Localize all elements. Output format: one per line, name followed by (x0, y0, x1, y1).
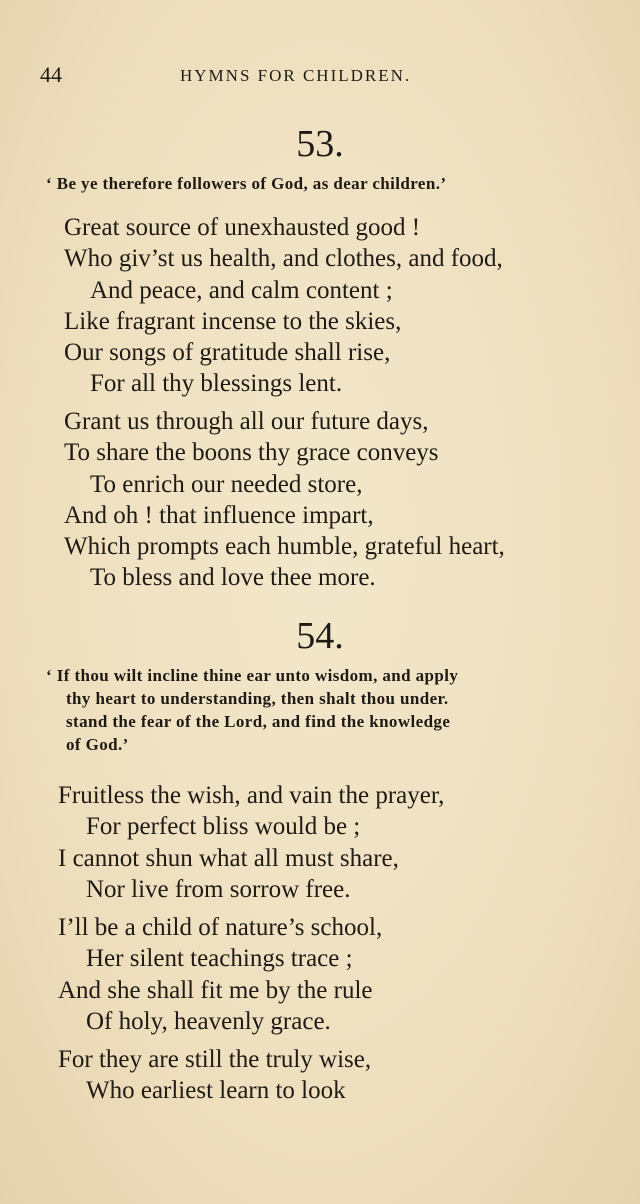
verse-line: Like fragrant incense to the skies, (64, 307, 402, 335)
verse-line: Her silent teachings trace ; (86, 945, 353, 973)
verse-line: Grant us through all our future days, (64, 408, 429, 435)
verse-line: I cannot shun what all must share, (58, 844, 399, 872)
hymn-54-number: 54. (296, 615, 344, 657)
verse-line: Our songs of gratitude shall rise, (64, 339, 391, 367)
verse-line: To enrich our needed store, (90, 470, 363, 498)
verse-line: Fruitless the wish, and vain the prayer, (58, 782, 445, 809)
epigraph-line: of God.’ (66, 735, 129, 754)
page-number: 44 (40, 62, 62, 87)
hymn-53-epigraph (46, 172, 446, 195)
hymn-54-epigraph (46, 664, 458, 756)
epigraph-line: stand the fear of the Lord, and find the knowledge (66, 712, 451, 731)
hymn-54-stanza-2 (0, 912, 640, 1037)
verse-line: I’ll be a child of nature’s school, (58, 914, 383, 941)
verse-line: Who earliest learn to look (86, 1077, 346, 1105)
verse-line: For all thy blessings lent. (90, 370, 343, 398)
epigraph-line: thy heart to understanding, then shalt thou under. (66, 689, 449, 708)
verse-line: And oh ! that influence impart, (64, 501, 374, 529)
verse-line: Which prompts each humble, grateful heart, (64, 533, 505, 561)
verse-line: Great source of unexhausted good ! (64, 214, 421, 241)
page-header (0, 62, 640, 92)
running-title: HYMNS FOR CHILDREN. (180, 66, 412, 85)
verse-line: To bless and love thee more. (90, 564, 376, 592)
hymn-53-number: 53. (296, 123, 344, 165)
verse-line: To share the boons thy grace conveys (64, 439, 439, 467)
epigraph-line: ‘ Be ye therefore followers of God, as dear children.’ (46, 174, 447, 193)
hymn-53-stanza-2 (0, 406, 640, 594)
hymn-53-stanza-1 (0, 212, 640, 400)
verse-line: Who giv’st us health, and clothes, and food, (64, 245, 503, 273)
hymn-54-stanza-3 (0, 1044, 640, 1107)
verse-line: Of holy, heavenly grace. (86, 1007, 331, 1035)
hymn-54-stanza-1 (0, 780, 640, 905)
verse-line: And she shall fit me by the rule (58, 976, 373, 1004)
verse-line: And peace, and calm content ; (90, 276, 393, 304)
verse-line: For they are still the truly wise, (58, 1046, 372, 1073)
epigraph-line: ‘ If thou wilt incline thine ear unto wisdom, and apply (46, 666, 459, 685)
verse-line: Nor live from sorrow free. (86, 875, 351, 903)
verse-line: For perfect bliss would be ; (86, 813, 361, 841)
